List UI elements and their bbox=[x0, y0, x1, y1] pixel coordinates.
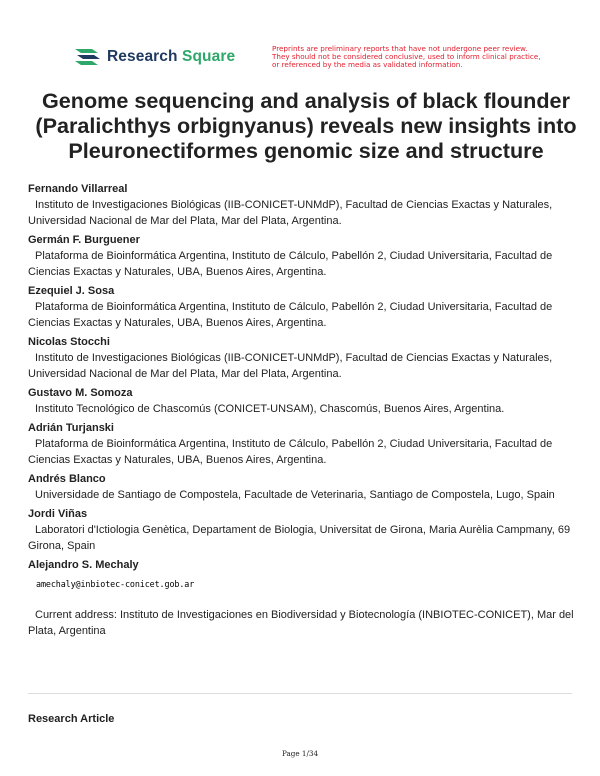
author-name[interactable]: Germán F. Burguener bbox=[28, 234, 140, 246]
author-name[interactable]: Jordi Viñas bbox=[28, 508, 88, 520]
author-name[interactable]: Nicolas Stocchi bbox=[28, 336, 110, 348]
author-name[interactable]: Adrián Turjanski bbox=[28, 422, 114, 434]
paper-title: Genome sequencing and analysis of black flounder (Paralichthys orbignyanus) reveals new insights into Pleuronectiformes genomic size and structure bbox=[35, 88, 577, 163]
author-entry bbox=[28, 232, 576, 280]
preprint-notice-line: or referenced by the media as validated information. bbox=[272, 60, 463, 70]
author-affiliation: Plataforma de Bioinformática Argentina, Instituto de Cálculo, Pabellón 2, Ciudad Universitaria, Facultad de Ciencias Exactas y Naturales, UBA, Buenos Aires, Argentina. bbox=[28, 301, 553, 329]
preprint-notice-line: Preprints are preliminary reports that have not undergone peer review. bbox=[272, 44, 528, 53]
author-entry bbox=[28, 181, 576, 229]
corresponding-email-link[interactable]: amechaly@inbiotec-conicet.gob.ar bbox=[36, 579, 195, 589]
author-entry bbox=[28, 283, 576, 331]
preprint-notice-line: They should not be considered conclusive, used to inform clinical practice, bbox=[272, 52, 541, 62]
author-name[interactable]: Gustavo M. Somoza bbox=[28, 387, 133, 399]
author-entry bbox=[28, 420, 576, 468]
research-square-logo[interactable] bbox=[74, 46, 235, 68]
author-name[interactable]: Andrés Blanco bbox=[28, 473, 106, 485]
author-entry bbox=[28, 471, 576, 503]
author-name[interactable]: Ezequiel J. Sosa bbox=[28, 285, 115, 297]
author-name[interactable]: Fernando Villarreal bbox=[28, 183, 128, 195]
logo-text: Research Square bbox=[107, 48, 236, 65]
author-entry bbox=[28, 506, 576, 554]
author-affiliation: Plataforma de Bioinformática Argentina, Instituto de Cálculo, Pabellón 2, Ciudad Universitaria, Facultad de Ciencias Exactas y Naturales, UBA, Buenos Aires, Argentina. bbox=[28, 438, 553, 466]
page-number: Page 1/34 bbox=[281, 749, 319, 758]
author-entry bbox=[28, 385, 576, 417]
author-affiliation: Instituto de Investigaciones Biológicas (IIB-CONICET-UNMdP), Facultad de Ciencias Exactas y Naturales, Universidad Nacional de Mar del Plata, Mar del Plata, Argentina. bbox=[28, 199, 553, 227]
author-affiliation: Laboratori d'Ictiologia Genètica, Departament de Biologia, Universitat de Girona, Maria Aurèlia Campmany, 69 Girona, Spain bbox=[28, 524, 571, 552]
current-address: Current address: Instituto de Investigaciones en Biodiversidad y Biotecnología (INBIOTEC-CONICET), Mar del Plata, Argentina bbox=[28, 609, 574, 637]
section-divider bbox=[28, 693, 572, 694]
author-list bbox=[28, 181, 576, 642]
author-affiliation: Universidade de Santiago de Compostela, Facultade de Veterinaria, Santiago de Compostela, Lugo, Spain bbox=[35, 489, 555, 501]
research-square-logo-icon bbox=[74, 46, 101, 68]
author-affiliation: Instituto de Investigaciones Biológicas (IIB-CONICET-UNMdP), Facultad de Ciencias Exactas y Naturales, Universidad Nacional de Mar del Plata, Mar del Plata, Argentina. bbox=[28, 352, 553, 380]
preprint-notice bbox=[272, 45, 552, 70]
corresponding-author-name[interactable]: Alejandro S. Mechaly bbox=[28, 559, 139, 571]
author-affiliation: Instituto Tecnológico de Chascomús (CONICET-UNSAM), Chascomús, Buenos Aires, Argentina. bbox=[35, 403, 505, 415]
corresponding-author-entry bbox=[28, 557, 576, 639]
article-type-label: Research Article bbox=[28, 713, 115, 725]
header bbox=[0, 0, 600, 82]
author-affiliation: Plataforma de Bioinformática Argentina, Instituto de Cálculo, Pabellón 2, Ciudad Universitaria, Facultad de Ciencias Exactas y Naturales, UBA, Buenos Aires, Argentina. bbox=[28, 250, 553, 278]
author-entry bbox=[28, 334, 576, 382]
